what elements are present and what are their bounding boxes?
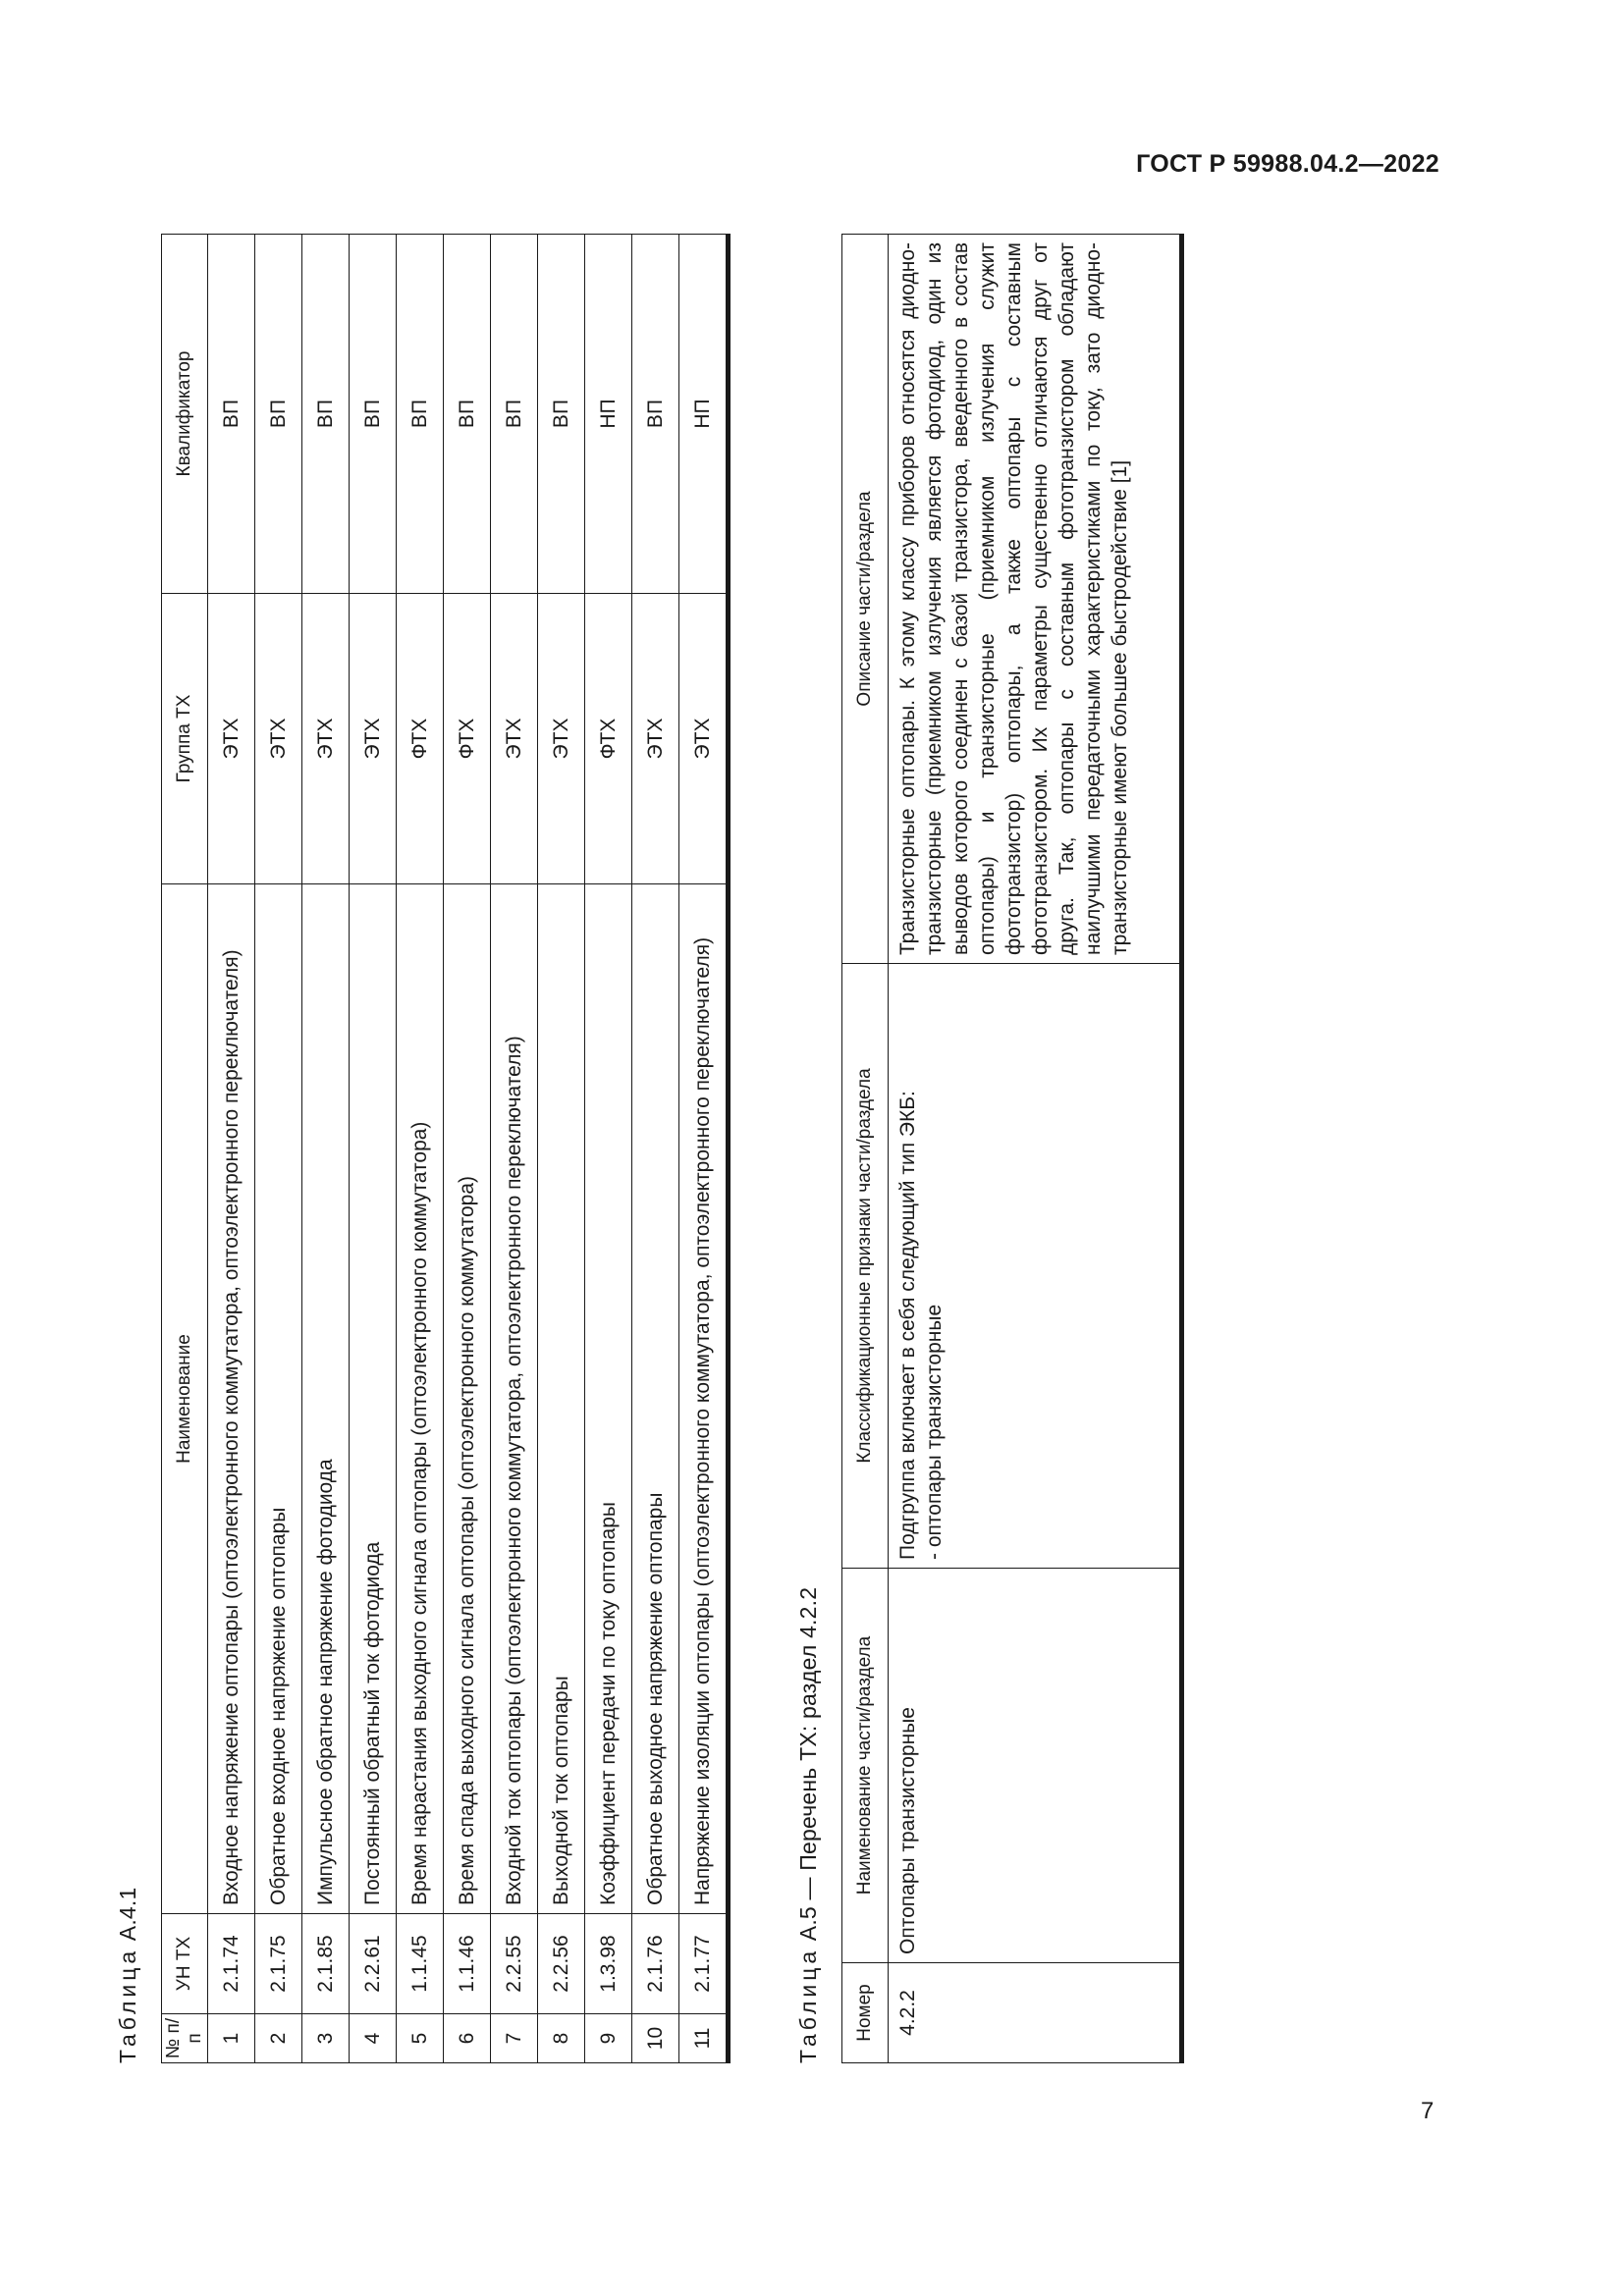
- cell-un-tx: 2.2.61: [350, 1914, 397, 2014]
- cell-un-tx: 1.1.46: [444, 1914, 491, 2014]
- cell-number: 11: [679, 2014, 729, 2063]
- cell-number: 4.2.2: [889, 1963, 1182, 2063]
- cell-part-name: Оптопары транзисторные: [889, 1569, 1182, 1963]
- table-a41-caption: [108, 235, 161, 2063]
- cell-number: 6: [444, 2014, 491, 2063]
- cell-group: ЭТХ: [208, 594, 255, 884]
- table-a41-caption-id: А.4.1: [115, 1887, 140, 1942]
- table-row: [255, 235, 302, 2063]
- cell-un-tx: 2.2.56: [538, 1914, 585, 2014]
- cell-name: Входное напряжение оптопары (оптоэлектронного коммутатора, оптоэлектронного переключателя): [208, 884, 255, 1914]
- table-row: [208, 235, 255, 2063]
- cell-name: Обратное входное напряжение оптопары: [255, 884, 302, 1914]
- cell-name: Время нарастания выходного сигнала оптопары (оптоэлектронного коммутатора): [397, 884, 444, 1914]
- table-row: [302, 235, 350, 2063]
- features-line-2: - оптопары транзисторные: [923, 1304, 946, 1560]
- header-qualifier: Квалификатор: [162, 235, 208, 594]
- cell-un-tx: 2.1.77: [679, 1914, 729, 2014]
- cell-number: 1: [208, 2014, 255, 2063]
- table-row: [632, 235, 679, 2063]
- cell-un-tx: 2.1.75: [255, 1914, 302, 2014]
- cell-un-tx: 1.3.98: [585, 1914, 632, 2014]
- table-row: [585, 235, 632, 2063]
- cell-un-tx: 1.1.45: [397, 1914, 444, 2014]
- table-a5-header-row: [842, 235, 889, 2063]
- table-row: [350, 235, 397, 2063]
- header-part-name: Наименование части/раздела: [842, 1569, 889, 1963]
- cell-number: 7: [491, 2014, 538, 2063]
- cell-qualifier: ВП: [397, 235, 444, 594]
- cell-name: Напряжение изоляции оптопары (оптоэлектронного коммутатора, оптоэлектронного переключателя): [679, 884, 729, 1914]
- header-description: Описание части/раздела: [842, 235, 889, 964]
- cell-name: Обратное выходное напряжение оптопары: [632, 884, 679, 1914]
- cell-name: Выходной ток оптопары: [538, 884, 585, 1914]
- cell-name: Время спада выходного сигнала оптопары (оптоэлектронного коммутатора): [444, 884, 491, 1914]
- table-a41-block: [108, 235, 749, 2063]
- cell-qualifier: НП: [679, 235, 729, 594]
- cell-un-tx: 2.1.76: [632, 1914, 679, 2014]
- table-a5-block: [788, 235, 1171, 2063]
- cell-name: Постоянный обратный ток фотодиода: [350, 884, 397, 1914]
- header-group: Группа ТХ: [162, 594, 208, 884]
- cell-group: ФТХ: [397, 594, 444, 884]
- header-un-tx: УН ТХ: [162, 1914, 208, 2014]
- cell-qualifier: ВП: [632, 235, 679, 594]
- cell-number: 2: [255, 2014, 302, 2063]
- cell-qualifier: ВП: [444, 235, 491, 594]
- cell-name: Входной ток оптопары (оптоэлектронного коммутатора, оптоэлектронного переключателя): [491, 884, 538, 1914]
- document-code: ГОСТ Р 59988.04.2—2022: [1136, 150, 1439, 178]
- cell-qualifier: НП: [585, 235, 632, 594]
- header-name: Наименование: [162, 884, 208, 1914]
- table-a5: [841, 234, 1184, 2063]
- features-line-1: Подгруппа включает в себя следующий тип ЭКБ:: [896, 1091, 919, 1560]
- cell-group: ЭТХ: [538, 594, 585, 884]
- table-a5-caption-rest: А.5 — Перечень ТХ: раздел 4.2.2: [795, 1586, 821, 1942]
- header-features: Классификационные признаки части/раздела: [842, 964, 889, 1569]
- table-a41: [161, 234, 731, 2063]
- table-a41-caption-word: Таблица: [115, 1947, 140, 2063]
- cell-qualifier: ВП: [302, 235, 350, 594]
- cell-group: ЭТХ: [491, 594, 538, 884]
- table-row: [397, 235, 444, 2063]
- cell-qualifier: ВП: [538, 235, 585, 594]
- table-a5-caption-word: Таблица: [795, 1947, 821, 2063]
- cell-number: 9: [585, 2014, 632, 2063]
- cell-name: Импульсное обратное напряжение фотодиода: [302, 884, 350, 1914]
- cell-name: Коэффициент передачи по току оптопары: [585, 884, 632, 1914]
- table-a5-caption: [788, 235, 841, 2063]
- cell-qualifier: ВП: [255, 235, 302, 594]
- cell-group: ФТХ: [444, 594, 491, 884]
- cell-un-tx: 2.2.55: [491, 1914, 538, 2014]
- table-row: [679, 235, 729, 2063]
- header-number: № п/п: [162, 2014, 208, 2063]
- cell-group: ЭТХ: [302, 594, 350, 884]
- cell-group: ЭТХ: [255, 594, 302, 884]
- cell-group: ФТХ: [585, 594, 632, 884]
- cell-number: 3: [302, 2014, 350, 2063]
- cell-qualifier: ВП: [208, 235, 255, 594]
- cell-number: 10: [632, 2014, 679, 2063]
- table-row: [889, 235, 1182, 2063]
- cell-qualifier: ВП: [350, 235, 397, 594]
- cell-number: 8: [538, 2014, 585, 2063]
- table-row: [491, 235, 538, 2063]
- cell-un-tx: 2.1.85: [302, 1914, 350, 2014]
- table-a41-header-row: [162, 235, 208, 2063]
- cell-group: ЭТХ: [679, 594, 729, 884]
- cell-group: ЭТХ: [632, 594, 679, 884]
- cell-features: [889, 964, 1182, 1569]
- cell-un-tx: 2.1.74: [208, 1914, 255, 2014]
- page-number: 7: [1421, 2098, 1435, 2124]
- table-row: [444, 235, 491, 2063]
- cell-number: 5: [397, 2014, 444, 2063]
- cell-number: 4: [350, 2014, 397, 2063]
- cell-qualifier: ВП: [491, 235, 538, 594]
- cell-group: ЭТХ: [350, 594, 397, 884]
- header-number: Номер: [842, 1963, 889, 2063]
- cell-description: Транзисторные оптопары. К этому классу приборов относятся диодно-транзисторные (приемником излучения является фотодиод, один из выводов которого соединен с базой транзистора, введенного в состав оптопары) и транзисторные (приемником излучения служит фототранзистор) оптопары, а также оптопары с составным фототранзистором. Их параметры существенно отличаются друг от друга. Так, оптопары с составным фототранзистором обладают наилучшими передаточными характеристиками по току, зато диодно-транзисторные имеют большее быстродействие [1]: [889, 235, 1182, 964]
- table-row: [538, 235, 585, 2063]
